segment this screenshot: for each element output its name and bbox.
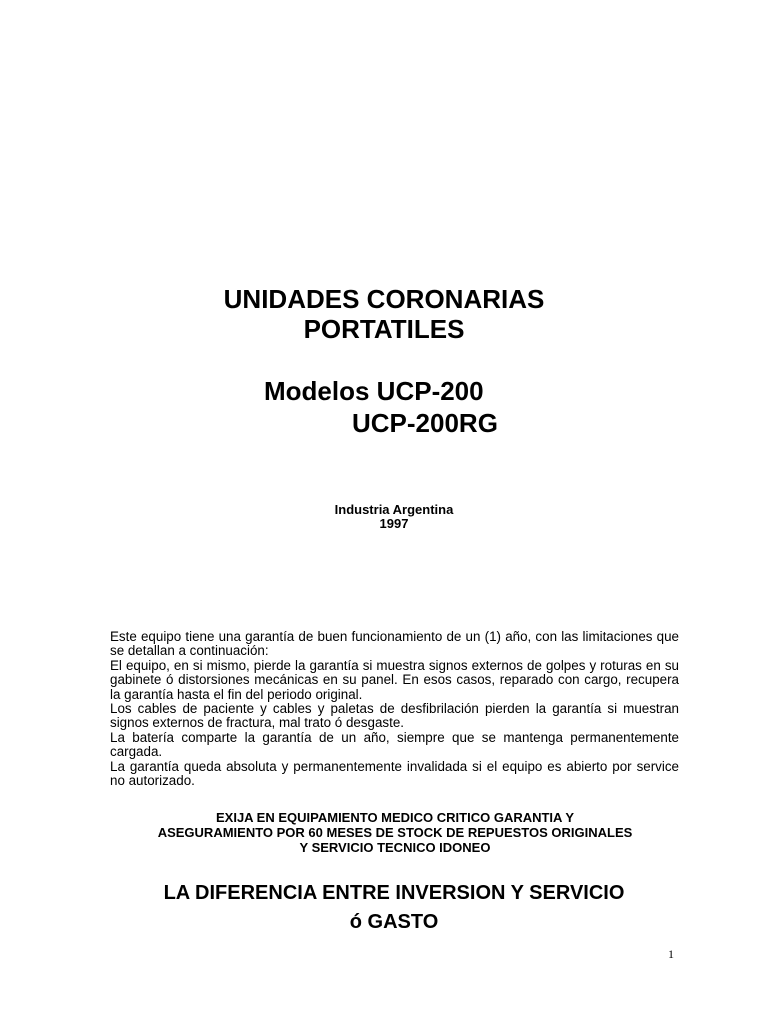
warranty-paragraph: Este equipo tiene una garantía de buen funcionamiento de un (1) año, con las limitaciones que se detallan a continuación: bbox=[110, 629, 679, 659]
model-name-line-1: Modelos UCP-200 bbox=[264, 376, 484, 406]
slogan-block bbox=[0, 879, 768, 937]
slogan-line: LA DIFERENCIA ENTRE INVERSION Y SERVICIO bbox=[163, 882, 625, 904]
warranty-text bbox=[110, 630, 679, 788]
notice-line: ASEGURAMIENTO POR 60 MESES DE STOCK DE REPUESTOS ORIGINALES bbox=[157, 825, 633, 840]
origin-country: Industria Argentina bbox=[334, 502, 454, 517]
warranty-paragraph: El equipo, en si mismo, pierde la garantía si muestra signos externos de golpes y roturas en su gabinete ó distorsiones mecánicas en su panel. En esos casos, reparado con cargo, recupera la garantía hasta el fin del periodo original. bbox=[110, 657, 679, 702]
warranty-paragraph: Los cables de paciente y cables y paletas de desfibrilación pierden la garantía si muestran signos externos de fractura, mal trato ó desgaste. bbox=[110, 701, 679, 731]
warranty-paragraph: La garantía queda absoluta y permanentemente invalidada si el equipo es abierto por service no autorizado. bbox=[110, 758, 679, 789]
page-number: 1 bbox=[668, 947, 674, 961]
origin-year: 1997 bbox=[379, 516, 409, 531]
notice-line: EXIJA EN EQUIPAMIENTO MEDICO CRITICO GARANTIA Y bbox=[215, 810, 574, 825]
slogan-line: ó GASTO bbox=[349, 911, 439, 933]
notice-block bbox=[0, 810, 768, 855]
warranty-paragraph: La batería comparte la garantía de un año, siempre que se mantenga permanentemente cargada. bbox=[110, 729, 679, 760]
document-title-line-2: PORTATILES bbox=[303, 314, 465, 344]
document-title-line-1: UNIDADES CORONARIAS bbox=[223, 284, 545, 314]
notice-line: Y SERVICIO TECNICO IDONEO bbox=[299, 840, 491, 855]
model-name-line-2: UCP-200RG bbox=[352, 408, 498, 438]
